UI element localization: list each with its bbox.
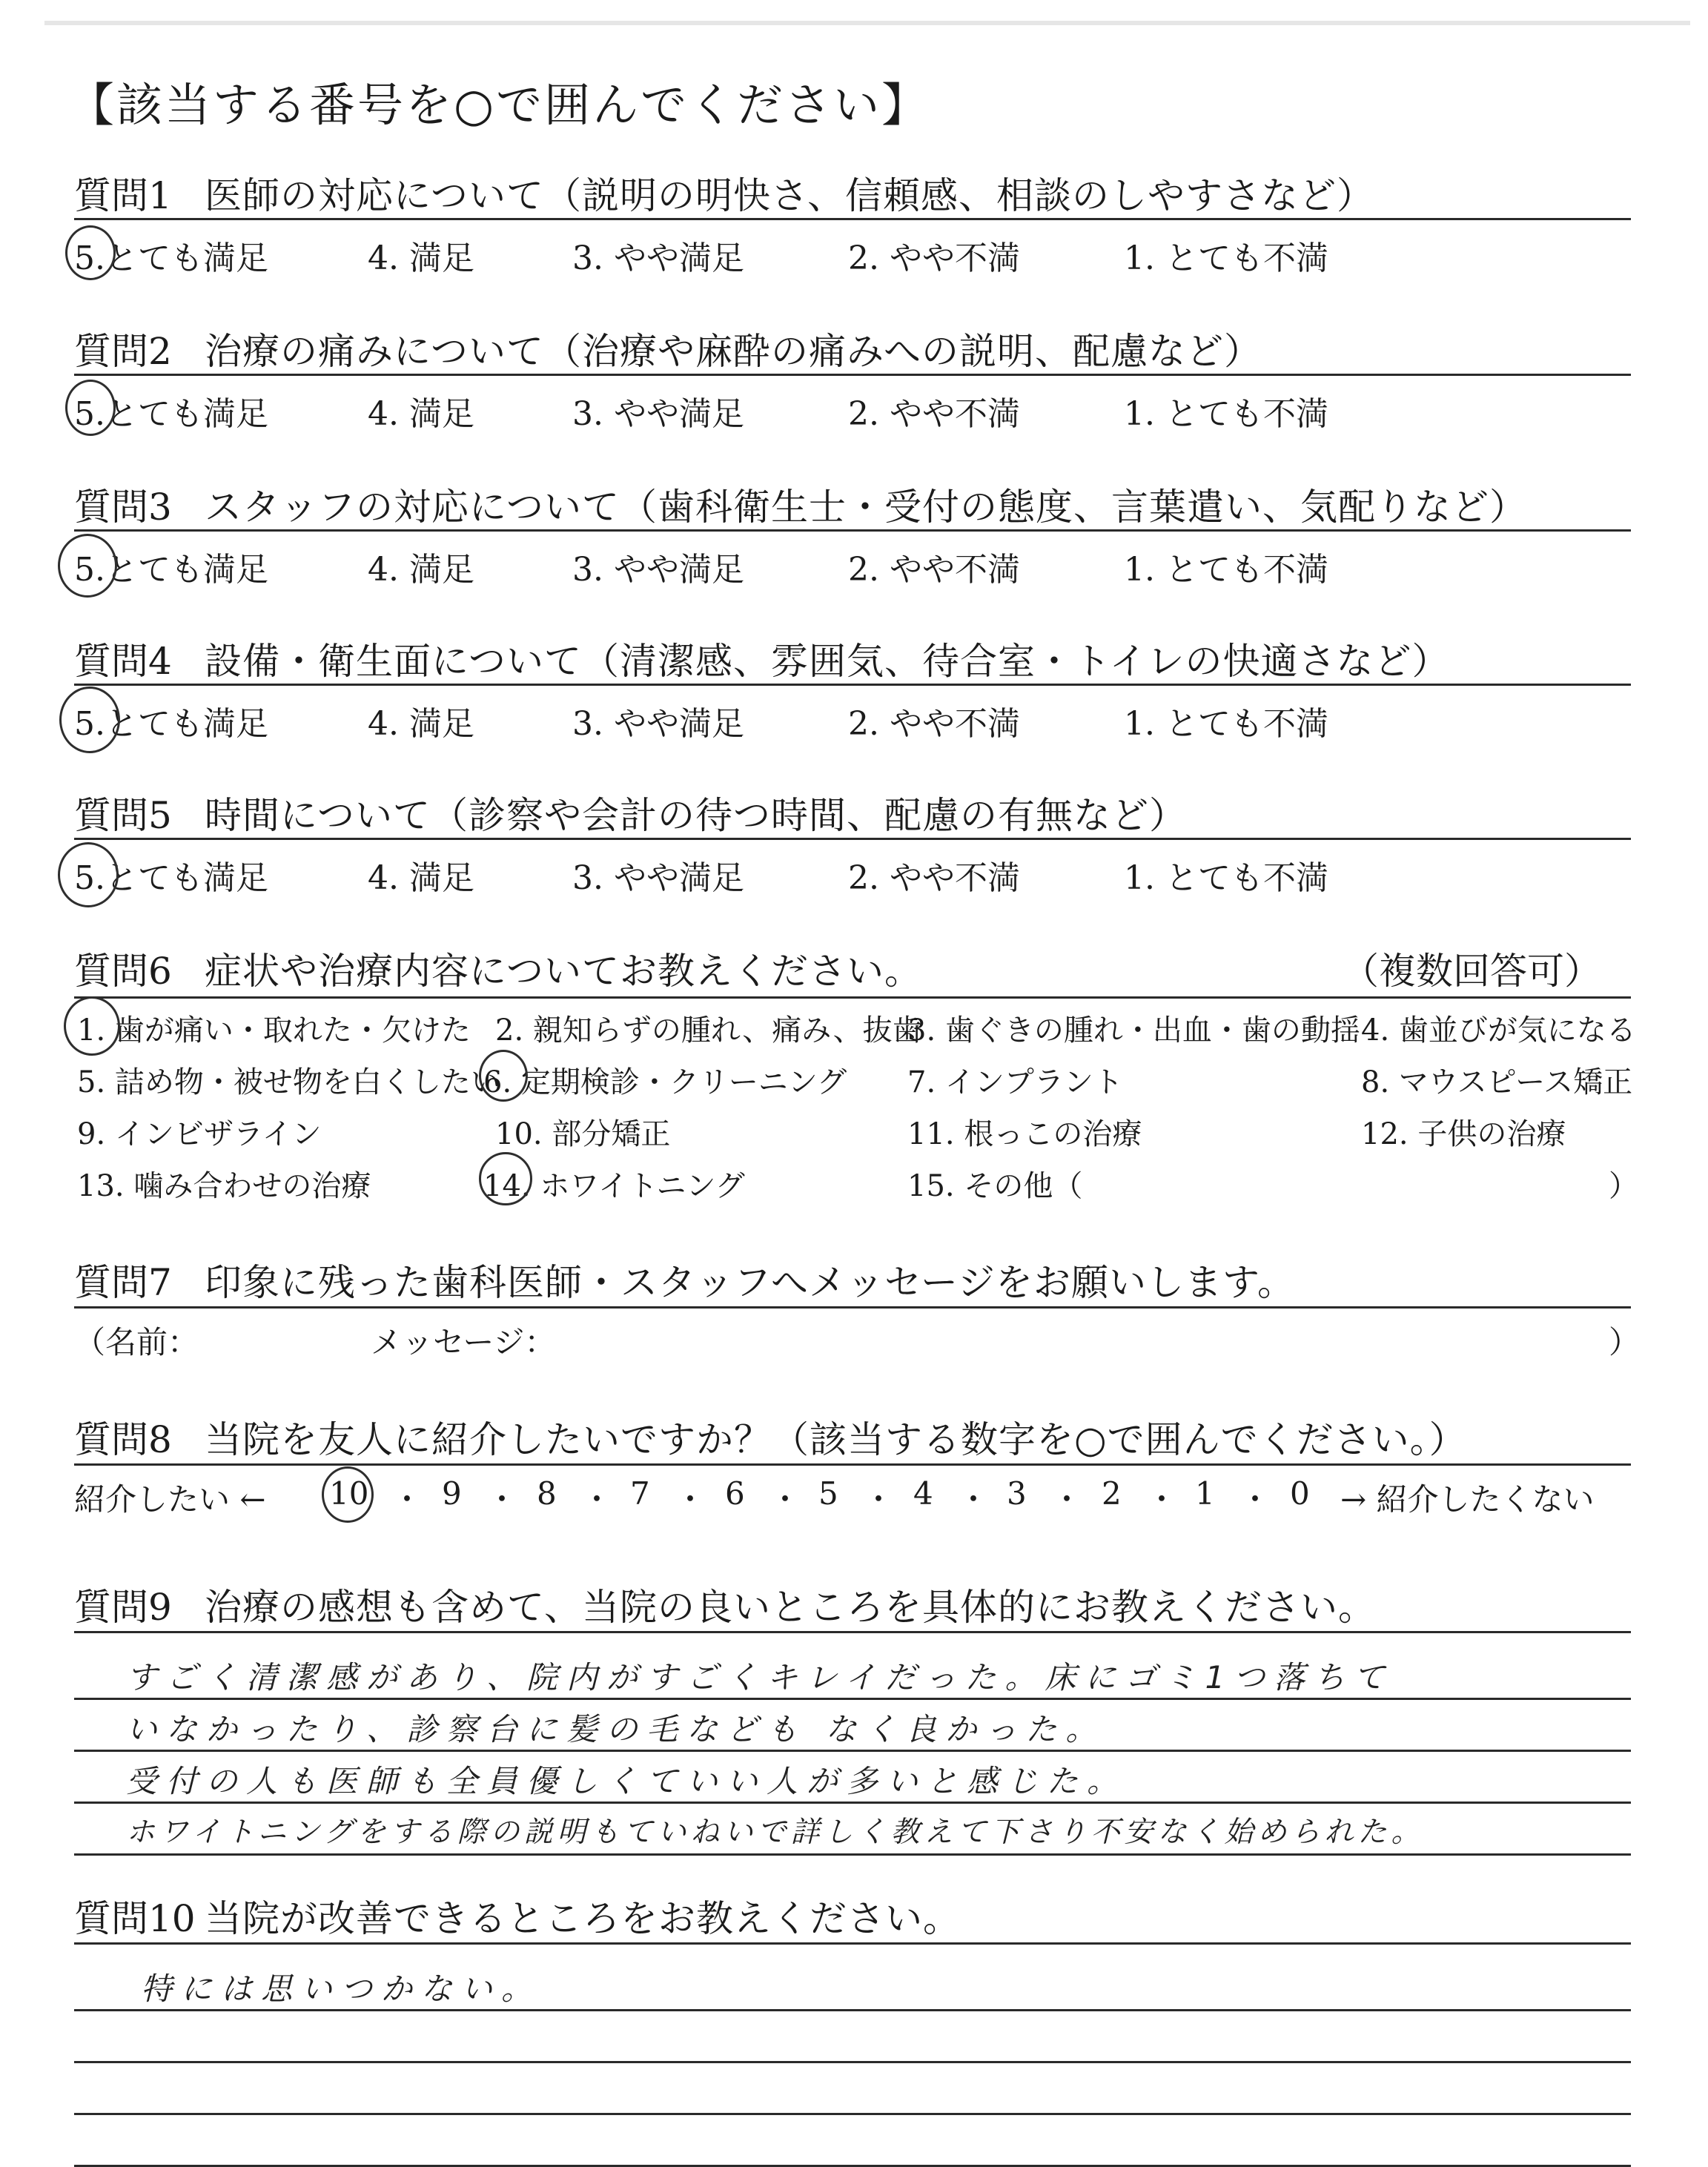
symptom-option[interactable]: 6. 定期検診・クリーニング (483, 1065, 847, 1099)
divider (74, 1631, 1631, 1633)
question-1 (74, 166, 1631, 277)
symptom-option[interactable]: 8. マウスピース矯正 (1361, 1065, 1633, 1099)
option-3[interactable]: 3. やや満足 (572, 395, 744, 433)
symptom-option[interactable]: 3. 歯ぐきの腫れ・出血・歯の動揺 (907, 1013, 1360, 1048)
divider (74, 838, 1631, 840)
question-3 (74, 477, 1631, 589)
option-1[interactable]: 1. とても不満 (1124, 859, 1328, 897)
scale-dot: ・ (581, 1481, 613, 1518)
option-5[interactable]: 5.とても満足 (74, 551, 268, 589)
scale-value-4[interactable]: 4 (913, 1475, 933, 1512)
question-label: 質問4 (74, 640, 172, 683)
rating-options (74, 697, 1631, 749)
rating-options (74, 851, 1631, 903)
scale-value-10[interactable]: 10 (329, 1475, 369, 1512)
scale-value-6[interactable]: 6 (725, 1475, 745, 1512)
question-2 (74, 322, 1631, 433)
question-9 (74, 1578, 1631, 1849)
option-2[interactable]: 2. やや不満 (848, 239, 1020, 277)
question-text: 治療の痛みについて（治療や麻酔の痛みへの説明、配慮など） (205, 330, 1262, 373)
question-text: 印象に残った歯科医師・スタッフへメッセージをお願いします。 (205, 1261, 1295, 1304)
option-5[interactable]: 5.とても満足 (74, 859, 268, 897)
rating-options (74, 387, 1631, 439)
question-4 (74, 632, 1631, 743)
symptom-option[interactable]: 2. 親知らずの腫れ、痛み、抜歯 (495, 1013, 922, 1048)
option-2[interactable]: 2. やや不満 (848, 551, 1020, 589)
question-7 (74, 1253, 1641, 1360)
question-text: 症状や治療内容についてお教えください。 (205, 950, 922, 993)
scale-value-1[interactable]: 1 (1195, 1475, 1215, 1512)
symptom-option[interactable]: 7. インプラント (907, 1065, 1123, 1099)
question-8 (74, 1410, 1631, 1518)
scale-value-9[interactable]: 9 (442, 1475, 462, 1512)
handwritten-answer-line: すごく清潔感があり、院内がすごくキレイだった。床にゴミ1つ落ちて (126, 1659, 1394, 1695)
question-label: 質問8 (74, 1418, 172, 1461)
symptom-option[interactable]: 5. 詰め物・被せ物を白くしたい (77, 1065, 500, 1099)
scale-value-8[interactable]: 8 (537, 1475, 557, 1512)
writing-line (74, 2113, 1631, 2115)
scale-value-7[interactable]: 7 (630, 1475, 650, 1512)
symptom-option[interactable]: 12. 子供の治療 (1361, 1117, 1566, 1151)
option-2[interactable]: 2. やや不満 (848, 859, 1020, 897)
rating-options (74, 543, 1631, 595)
close-paren: ） (1609, 1324, 1641, 1360)
question-text: 時間について（診察や会計の待つ時間、配慮の有無など） (205, 794, 1187, 837)
symptom-option[interactable]: 13. 噛み合わせの治療 (77, 1169, 371, 1203)
recommend-scale (74, 1475, 1631, 1527)
scale-dot: ・ (863, 1481, 895, 1518)
question-text: 設備・衛生面について（清潔感、雰囲気、待合室・トイレの快適さなど） (205, 640, 1450, 683)
rating-options (74, 231, 1631, 283)
writing-line (74, 1750, 1631, 1752)
question-10 (74, 1889, 1631, 2007)
question-label: 質問3 (74, 486, 172, 529)
scale-dot: ・ (958, 1481, 990, 1518)
question-text: 治療の感想も含めて、当院の良いところを具体的にお教えください。 (205, 1586, 1376, 1629)
scale-right-label: → 紹介したくない (1340, 1481, 1595, 1518)
writing-line (74, 1853, 1631, 1856)
message-label: メッセージ： (371, 1324, 556, 1360)
scale-dot: ・ (769, 1481, 801, 1518)
question-text: 医師の対応について（説明の明快さ、信頼感、相談のしやすさなど） (205, 174, 1374, 217)
scale-left-label: 紹介したい ← (74, 1481, 266, 1518)
option-3[interactable]: 3. やや満足 (572, 859, 744, 897)
question-text: 当院が改善できるところをお教えください。 (205, 1897, 961, 1940)
divider (74, 529, 1631, 532)
option-3[interactable]: 3. やや満足 (572, 551, 744, 589)
question-label: 質問5 (74, 794, 172, 837)
symptom-option[interactable]: 10. 部分矯正 (495, 1117, 671, 1151)
scale-value-2[interactable]: 2 (1102, 1475, 1122, 1512)
option-1[interactable]: 1. とても不満 (1124, 395, 1328, 433)
question-label: 質問2 (74, 330, 172, 373)
symptom-option[interactable]: 1. 歯が痛い・取れた・欠けた (77, 1013, 471, 1048)
symptom-option[interactable]: 14. ホワイトニング (483, 1169, 745, 1203)
symptom-option[interactable]: 11. 根っこの治療 (907, 1117, 1142, 1151)
option-5[interactable]: 5.とても満足 (74, 395, 268, 433)
question-text: スタッフの対応について（歯科衛生士・受付の態度、言葉遣い、気配りなど） (205, 486, 1527, 529)
writing-line (74, 1698, 1631, 1700)
divider (74, 684, 1631, 686)
scale-dot: ・ (1051, 1481, 1083, 1518)
option-4[interactable]: 4. 満足 (368, 239, 474, 277)
scale-dot: ・ (1146, 1481, 1178, 1518)
form-title: 【該当する番号を○で囲んでください】 (68, 78, 930, 132)
option-5[interactable]: 5.とても満足 (74, 239, 268, 277)
option-1[interactable]: 1. とても不満 (1124, 705, 1328, 743)
scale-dot: ・ (391, 1481, 423, 1518)
question-5 (74, 786, 1631, 897)
scale-dot: ・ (486, 1481, 518, 1518)
multiple-answers-note: （複数回答可） (1342, 950, 1601, 993)
divider (74, 374, 1631, 376)
question-label: 質問1 (74, 174, 172, 217)
option-3[interactable]: 3. やや満足 (572, 705, 744, 743)
divider (74, 1463, 1631, 1466)
writing-line (74, 2009, 1631, 2011)
question-label: 質問9 (74, 1586, 172, 1629)
scale-dot: ・ (675, 1481, 706, 1518)
writing-line (74, 1802, 1631, 1804)
option-4[interactable]: 4. 満足 (368, 551, 474, 589)
name-label: （名前： (74, 1324, 199, 1360)
option-2[interactable]: 2. やや不満 (848, 705, 1020, 743)
option-5[interactable]: 5.とても満足 (74, 705, 268, 743)
handwritten-answer-line: 受付の人も医師も全員優しくていい人が多いと感じた。 (126, 1763, 1128, 1799)
option-2[interactable]: 2. やや不満 (848, 395, 1020, 433)
question-6 (74, 942, 1638, 1203)
scale-value-5[interactable]: 5 (818, 1475, 838, 1512)
option-1[interactable]: 1. とても不満 (1124, 239, 1328, 277)
divider (74, 218, 1631, 220)
scale-value-0[interactable]: 0 (1290, 1475, 1310, 1512)
option-4[interactable]: 4. 満足 (368, 705, 474, 743)
scale-value-3[interactable]: 3 (1007, 1475, 1027, 1512)
handwritten-answer-line: 特には思いつかない。 (141, 1971, 542, 2007)
symptom-option[interactable]: 4. 歯並びが気になる (1361, 1013, 1636, 1048)
question-text: 当院を友人に紹介したいですか？（該当する数字を○で囲んでください。） (205, 1418, 1467, 1461)
other-close-paren: ） (1609, 1169, 1638, 1203)
symptom-option[interactable]: 15. その他（ (907, 1169, 1083, 1203)
symptom-option[interactable]: 9. インビザライン (77, 1117, 322, 1151)
handwritten-answer-line: いなかったり、診察台に髪の毛なども なく良かった。 (126, 1711, 1106, 1747)
option-3[interactable]: 3. やや満足 (572, 239, 744, 277)
question-label: 質問10 (74, 1897, 196, 1940)
divider (74, 1942, 1631, 1945)
question-label: 質問7 (74, 1261, 172, 1304)
divider (74, 996, 1631, 999)
option-4[interactable]: 4. 満足 (368, 859, 474, 897)
question-label: 質問6 (74, 950, 172, 993)
handwritten-answer-line: ホワイトニングをする際の説明もていねいで詳しく教えて下さり不安なく始められた。 (126, 1816, 1425, 1849)
option-4[interactable]: 4. 満足 (368, 395, 474, 433)
writing-line (74, 2061, 1631, 2063)
divider (74, 1306, 1631, 1309)
scale-dot: ・ (1239, 1481, 1271, 1518)
option-1[interactable]: 1. とても不満 (1124, 551, 1328, 589)
